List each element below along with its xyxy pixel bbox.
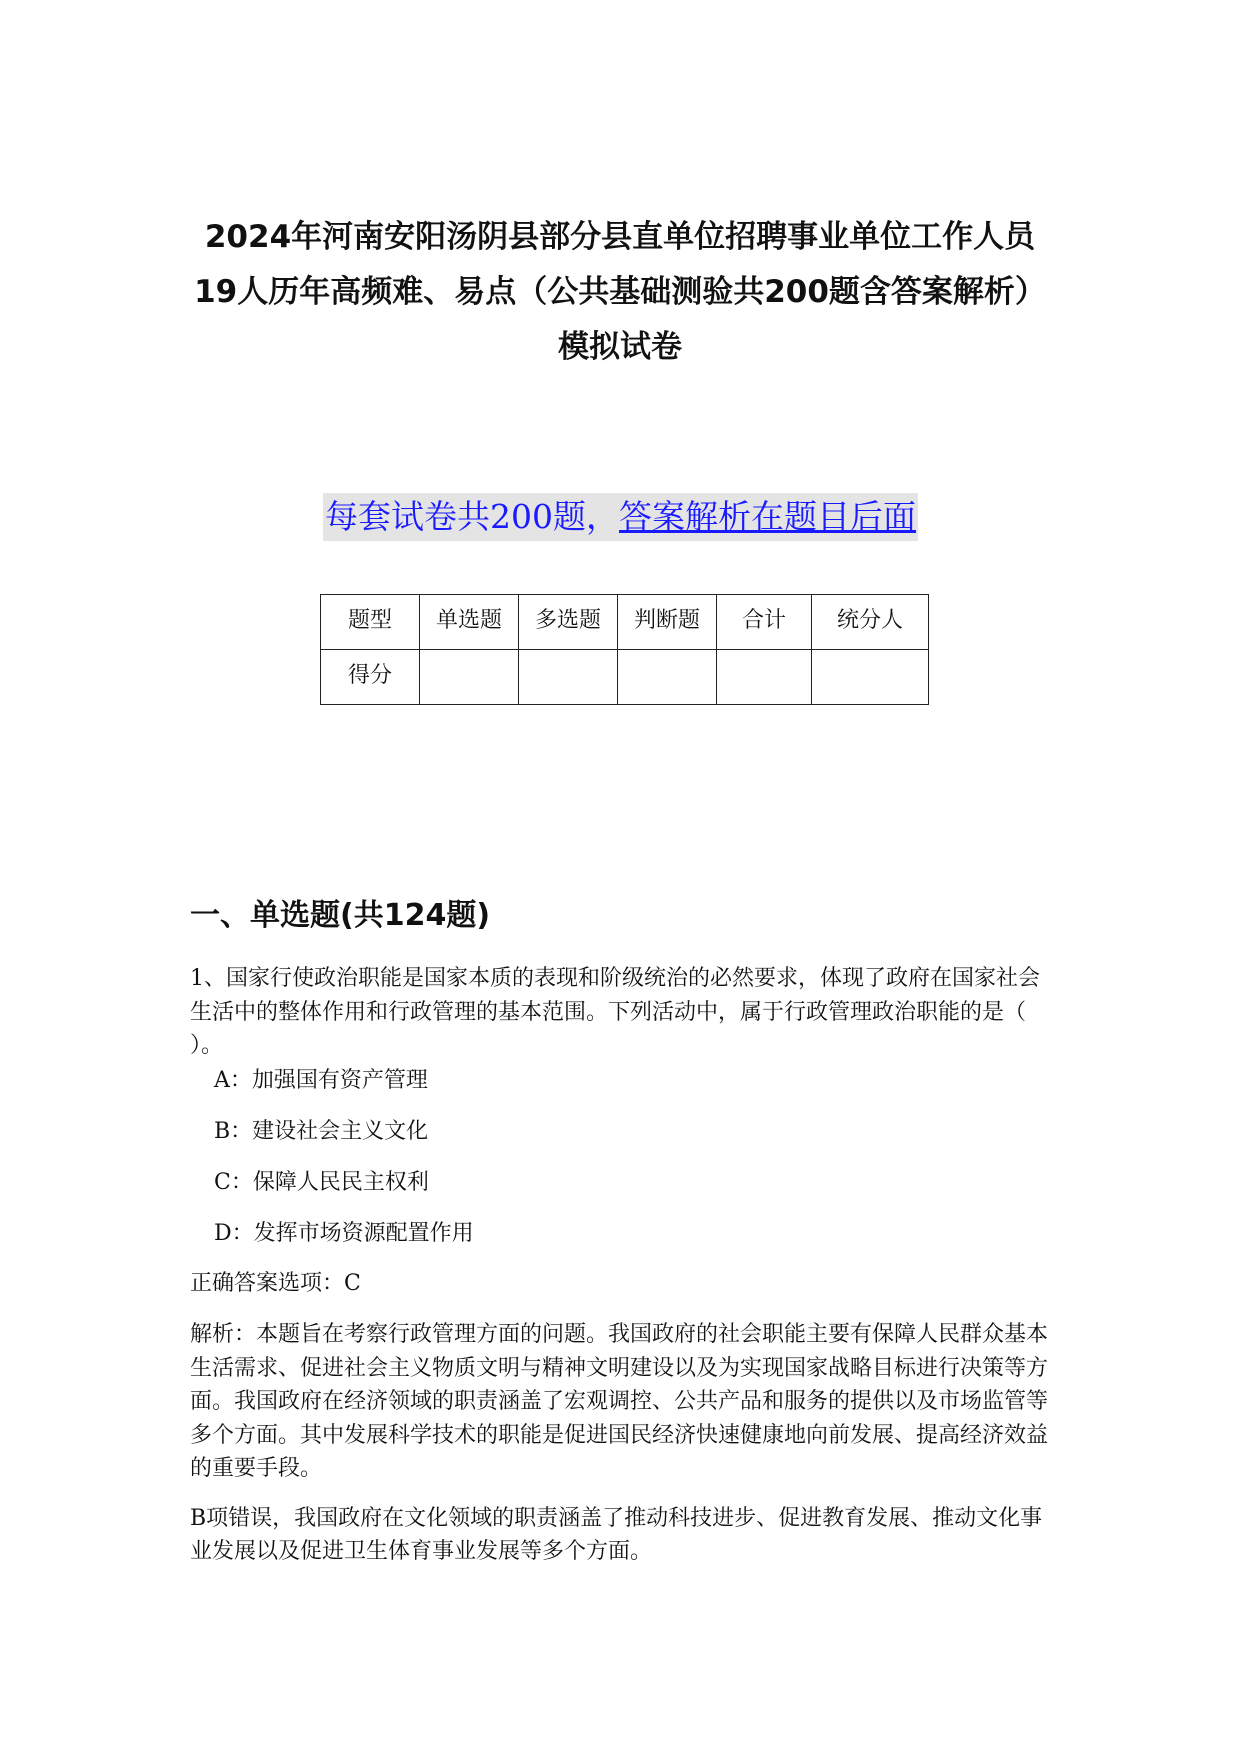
score-table — [320, 594, 929, 705]
row-label-score: 得分 — [321, 650, 420, 705]
option-a: A：加强国有资产管理 — [214, 1067, 428, 1093]
document-title: 2024年河南安阳汤阴县部分县直单位招聘事业单位工作人员19人历年高频难、易点（公共基础测验共200题含答案解析）模拟试卷 — [194, 219, 1046, 365]
correct-answer: 正确答案选项：C — [190, 1270, 361, 1296]
section-heading: 一、单选题(共124题) — [190, 898, 491, 933]
score-cell-single-choice — [420, 650, 519, 705]
notice-line — [0, 493, 1241, 541]
score-cell-scorer — [812, 650, 929, 705]
answer-location-link[interactable]: 答案解析在题目后面 — [619, 497, 916, 536]
option-b: B：建设社会主义文化 — [214, 1118, 429, 1144]
question-text: 1、国家行使政治职能是国家本质的表现和阶级统治的必然要求，体现了政府在国家社会生活中的整体作用和行政管理的基本范围。下列活动中，属于行政管理政治职能的是（ ）。 — [190, 966, 1040, 1058]
header-true-false: 判断题 — [618, 595, 717, 650]
score-cell-total — [717, 650, 812, 705]
header-single-choice: 单选题 — [420, 595, 519, 650]
option-c: C：保障人民民主权利 — [214, 1169, 429, 1195]
option-d: D：发挥市场资源配置作用 — [214, 1220, 474, 1246]
header-question-type: 题型 — [321, 595, 420, 650]
header-scorer: 统分人 — [812, 595, 929, 650]
header-total: 合计 — [717, 595, 812, 650]
score-table-score-row — [321, 650, 929, 705]
score-cell-true-false — [618, 650, 717, 705]
notice-text: 每套试卷共200题， — [325, 497, 619, 536]
notice-banner — [323, 493, 918, 541]
analysis-paragraph: 解析：本题旨在考察行政管理方面的问题。我国政府的社会职能主要有保障人民群众基本生活需求、促进社会主义物质文明与精神文明建设以及为实现国家战略目标进行决策等方面。我国政府在经济领域的职责涵盖了宏观调控、公共产品和服务的提供以及市场监管等多个方面。其中发展科学技术的职能是促进国民经济快速健康地向前发展、提高经济效益的重要手段。 — [190, 1322, 1049, 1481]
header-multiple-choice: 多选题 — [519, 595, 618, 650]
score-table-header-row — [321, 595, 929, 650]
analysis-paragraph: B项错误，我国政府在文化领域的职责涵盖了推动科技进步、促进教育发展、推动文化事业发展以及促进卫生体育事业发展等多个方面。 — [190, 1505, 1043, 1564]
score-cell-multiple-choice — [519, 650, 618, 705]
question-block — [190, 962, 1060, 1585]
